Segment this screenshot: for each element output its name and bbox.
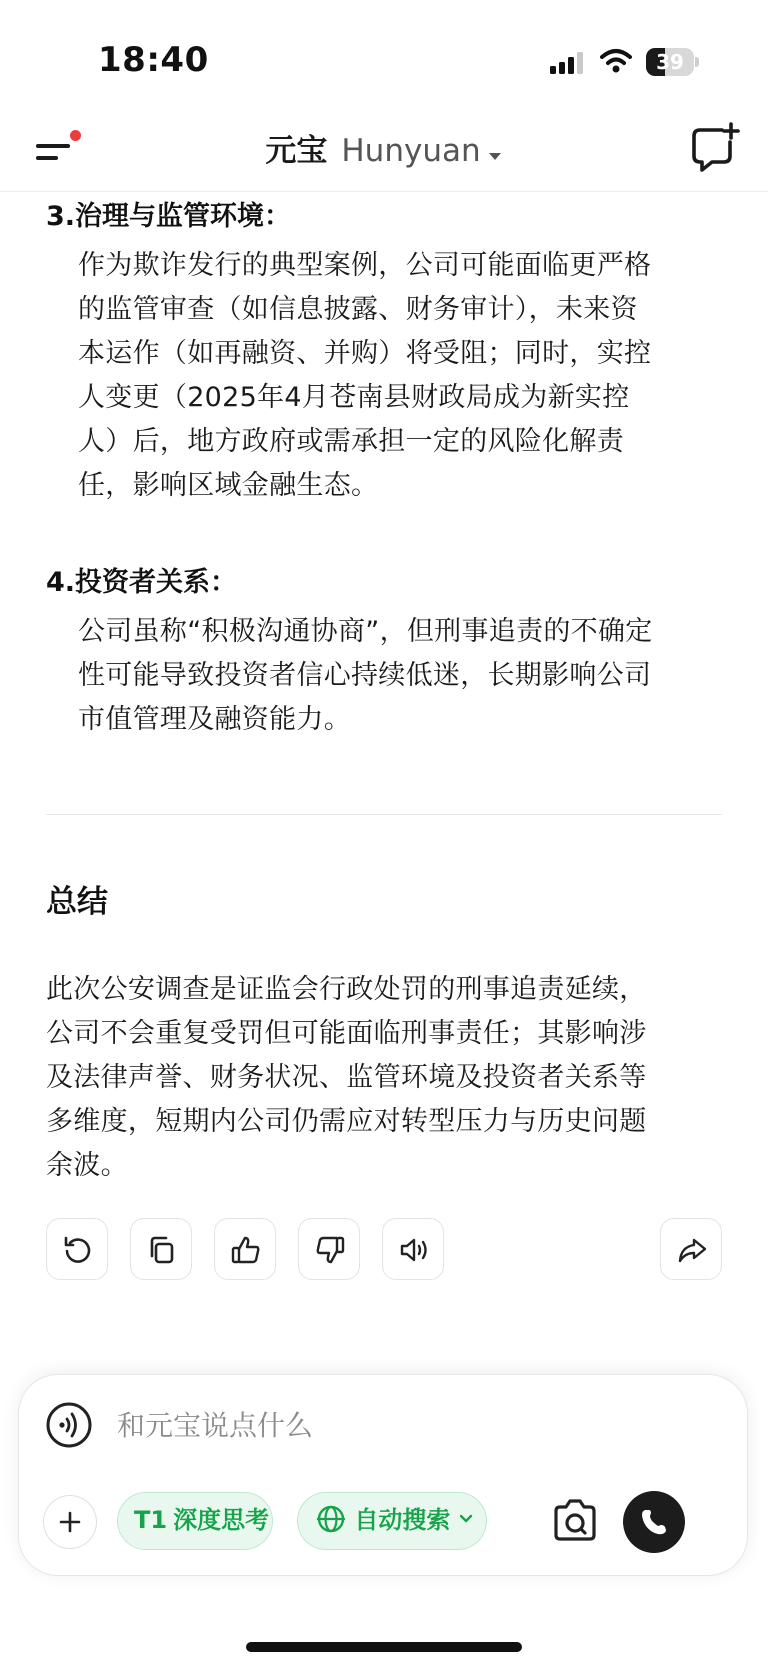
refresh-icon — [62, 1234, 94, 1266]
like-button[interactable] — [214, 1218, 276, 1280]
thumbs-down-icon — [314, 1234, 346, 1266]
app-title: 元宝 — [265, 133, 328, 169]
deep-think-toggle[interactable] — [117, 1492, 273, 1550]
top-nav-bar — [0, 110, 768, 192]
copy-icon — [146, 1234, 178, 1266]
text-line: 此次公安调查是证监会行政处罚的刑事追责延续， — [46, 974, 647, 1005]
status-time: 18:40 — [98, 40, 209, 80]
camera-icon — [547, 1493, 603, 1549]
text-line: 人变更（2025年4月苍南县财政局成为新实控 — [78, 382, 630, 413]
voice-call-button[interactable] — [623, 1491, 685, 1553]
summary-title: 总结 — [46, 884, 108, 920]
home-indicator — [246, 1642, 522, 1652]
text-line: 市值管理及融资能力。 — [78, 704, 351, 735]
copy-button[interactable] — [130, 1218, 192, 1280]
title-area — [0, 110, 768, 192]
text-line: 多维度，短期内公司仍需应对转型压力与历史问题 — [46, 1106, 647, 1137]
text-line: 性可能导致投资者信心持续低迷，长期影响公司 — [78, 660, 652, 691]
new-chat-button[interactable] — [684, 118, 744, 178]
phone-icon — [639, 1507, 669, 1537]
summary-body — [46, 968, 736, 1188]
deep-think-prefix: T1 — [134, 1506, 168, 1534]
plus-icon — [58, 1510, 82, 1534]
chat-input-card — [18, 1374, 748, 1576]
chevron-down-icon[interactable] — [487, 151, 503, 163]
signal-icon — [550, 52, 586, 74]
section-heading-investor: 4.投资者关系： — [46, 567, 238, 598]
wifi-icon — [600, 48, 632, 74]
section-heading-governance: 3.治理与监管环境： — [46, 201, 292, 232]
status-bar — [0, 0, 768, 120]
battery-icon — [646, 48, 698, 76]
chevron-down-icon — [459, 1514, 473, 1524]
voice-icon[interactable] — [45, 1401, 93, 1449]
auto-search-label: 自动搜索 — [354, 1506, 451, 1534]
model-selector[interactable]: Hunyuan — [341, 133, 481, 169]
section-body-governance — [78, 244, 738, 508]
regenerate-button[interactable] — [46, 1218, 108, 1280]
dislike-button[interactable] — [298, 1218, 360, 1280]
text-line: 及法律声誉、财务状况、监管环境及投资者关系等 — [46, 1062, 647, 1093]
new-chat-icon — [684, 118, 744, 178]
share-icon — [676, 1234, 708, 1266]
text-line: 人）后，地方政府或需承担一定的风险化解责 — [78, 426, 624, 457]
battery-level: 39 — [656, 50, 684, 74]
text-line: 公司不会重复受罚但可能面临刑事责任；其影响涉 — [46, 1018, 647, 1049]
section-body-investor — [78, 610, 738, 742]
thumbs-up-icon — [230, 1234, 262, 1266]
text-line: 本运作（如再融资、并购）将受阻；同时，实控 — [78, 338, 652, 369]
deep-think-label: 深度思考 — [173, 1506, 270, 1534]
divider — [46, 814, 722, 815]
read-aloud-button[interactable] — [382, 1218, 444, 1280]
speaker-icon — [398, 1234, 430, 1266]
text-line: 公司虽称“积极沟通协商”，但刑事追责的不确定 — [78, 616, 653, 647]
text-line: 的监管审查（如信息披露、财务审计），未来资 — [78, 294, 638, 325]
text-line: 余波。 — [46, 1150, 128, 1181]
text-line: 任，影响区域金融生态。 — [78, 470, 379, 501]
auto-search-toggle[interactable] — [297, 1492, 487, 1550]
text-line: 作为欺诈发行的典型案例，公司可能面临更严格 — [78, 250, 652, 281]
message-input[interactable] — [115, 1399, 675, 1451]
share-button[interactable] — [660, 1218, 722, 1280]
globe-icon — [316, 1504, 346, 1534]
attach-button[interactable] — [43, 1495, 97, 1549]
camera-button[interactable] — [547, 1493, 603, 1549]
